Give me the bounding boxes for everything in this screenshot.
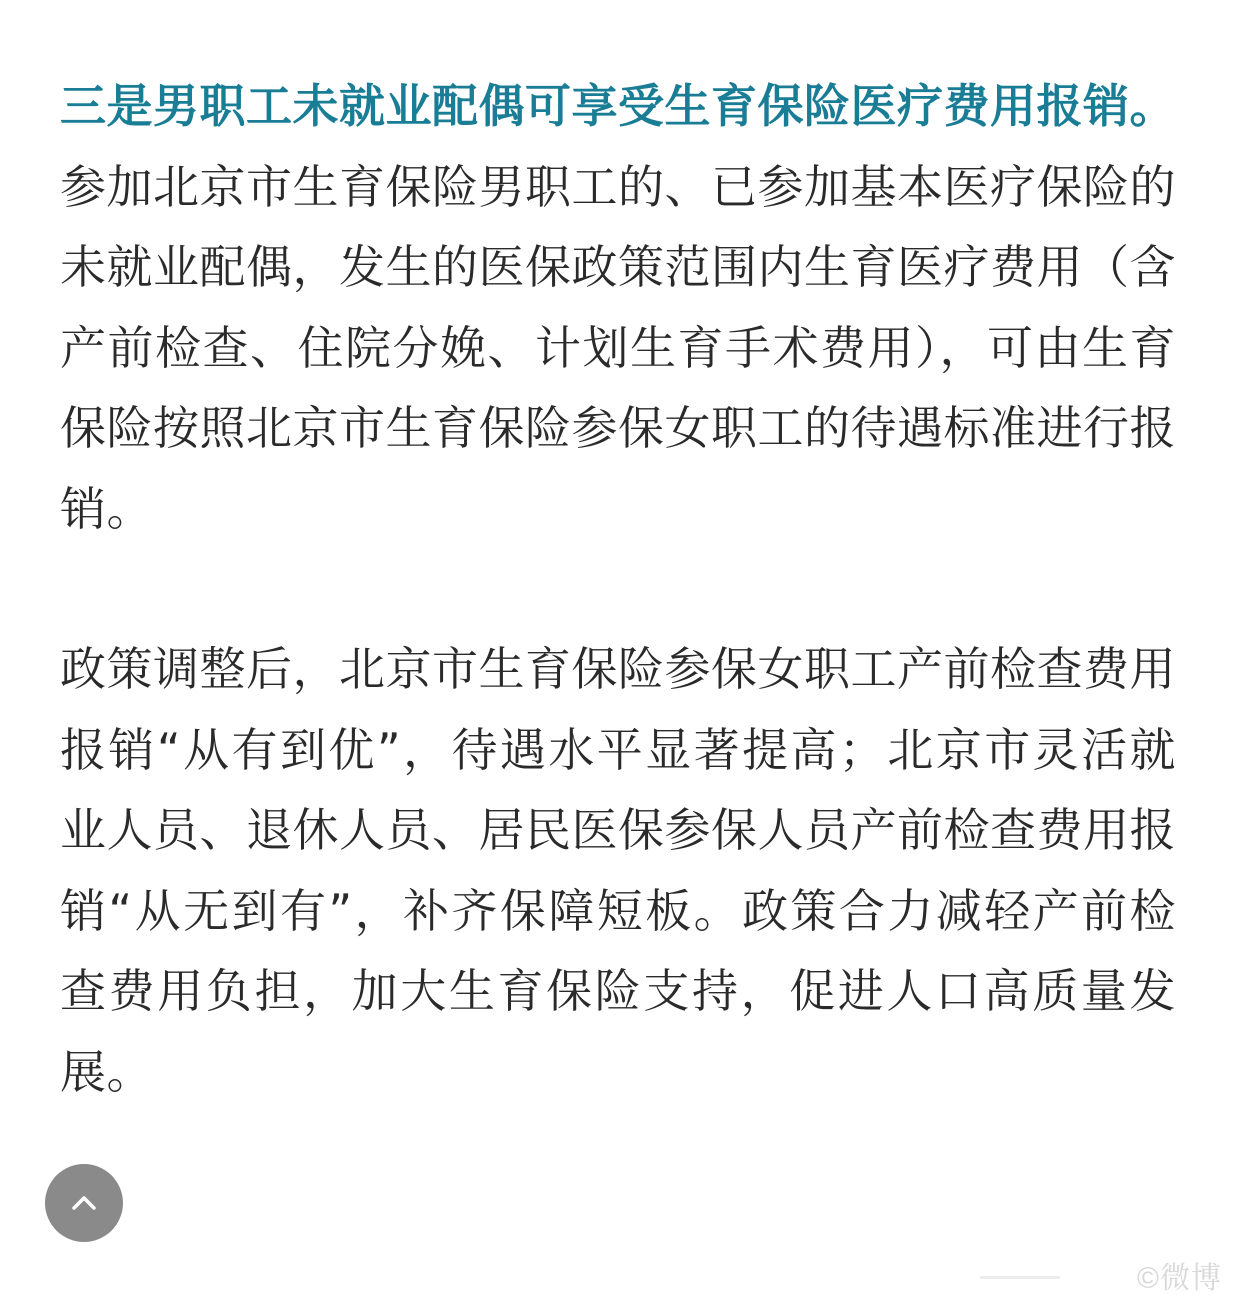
paragraph-1 [60, 66, 1176, 549]
paragraph-1-highlight: 三是男职工未就业配偶可享受生育保险医疗费用报销。 [60, 79, 1176, 133]
watermark: ©微博 [1136, 1262, 1222, 1295]
paragraph-2 [60, 629, 1176, 1112]
article-body [60, 66, 1176, 1112]
watermark-stroke [980, 1276, 1060, 1279]
paragraph-2-text: 政策调整后，北京市生育保险参保女职工产前检查费用报销“从有到优”，待遇水平显著提高；北京市灵活就业人员、退休人员、居民医保参保人员产前检查费用报销“从无到有”，补齐保障短板。政策合力减轻产前检查费用负担，加大生育保险支持，促进人口高质量发展。 [60, 642, 1176, 1099]
chevron-up-icon [69, 1188, 99, 1218]
paragraph-1-text: 参加北京市生育保险男职工的、已参加基本医疗保险的未就业配偶，发生的医保政策范围内生育医疗费用（含产前检查、住院分娩、计划生育手术费用），可由生育保险按照北京市生育保险参保女职工的待遇标准进行报销。 [60, 159, 1176, 536]
scroll-to-top-button[interactable] [45, 1164, 123, 1242]
